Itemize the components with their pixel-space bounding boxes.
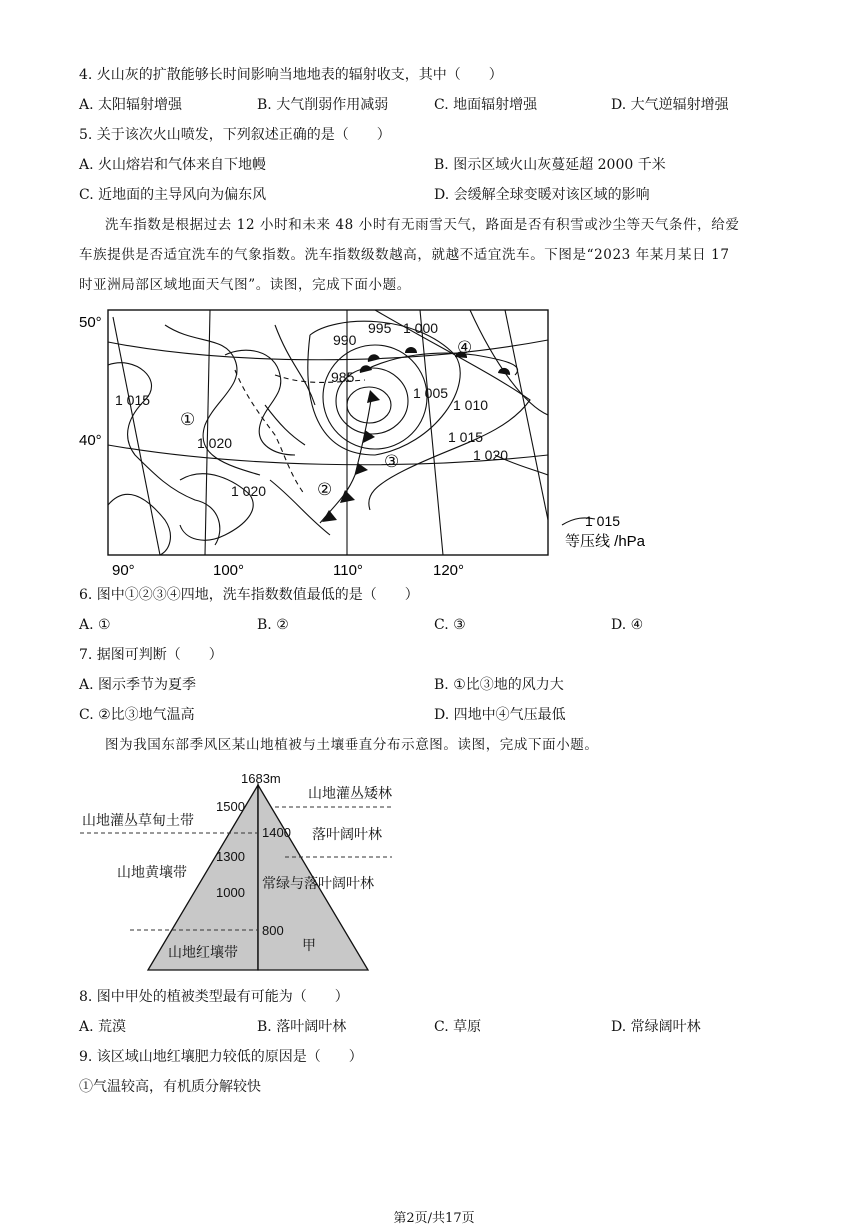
elevation-1000: 1000: [216, 885, 245, 900]
soil-red: 山地红壤带: [168, 944, 238, 960]
isobar-label: 1 020: [231, 483, 267, 499]
soil-yellow: 山地黄壤带: [117, 864, 187, 880]
lat-label-40: 40°: [79, 432, 102, 449]
q5-stem: 5. 关于该次火山喷发，下列叙述正确的是（ ）: [79, 127, 391, 143]
q5-option-a: A. 火山熔岩和气体来自下地幔: [79, 157, 267, 173]
elevation-1500: 1500: [216, 799, 245, 814]
point-3: ③: [384, 452, 400, 471]
isobar-label: 1 000: [403, 320, 439, 336]
q9-stem: 9. 该区域山地红壤肥力较低的原因是（ ）: [79, 1049, 363, 1065]
veg-mixed: 常绿与落叶阔叶林: [262, 875, 374, 891]
q4-option-d: D. 大气逆辐射增强: [611, 97, 729, 113]
point-2: ②: [317, 480, 333, 499]
passage1-line-2: 车族提供是否适宜洗车的气象指数。洗车指数级数越高，就越不适宜洗车。下图是“2023 年某月某日 17: [79, 247, 730, 263]
isobar-label: 1 005: [413, 385, 449, 401]
mountain-diagram: [80, 765, 420, 980]
q6-option-d: D. ④: [611, 617, 644, 633]
q7-option-c: C. ②比③地气温高: [79, 707, 195, 723]
elevation-1300: 1300: [216, 849, 245, 864]
q8-option-c: C. 草原: [434, 1019, 482, 1035]
point-1: ①: [180, 410, 196, 429]
veg-deciduous: 落叶阔叶林: [312, 826, 382, 842]
point-4: ④: [457, 338, 473, 357]
q4-option-c: C. 地面辐射增强: [434, 97, 538, 113]
lon-label-110: 110°: [333, 562, 363, 579]
passage1-line-1: 洗车指数是根据过去 12 小时和未来 48 小时有无雨雪天气，路面是否有积雪或沙尘等天气条件，给爱: [105, 217, 740, 233]
elevation-800: 800: [262, 923, 284, 938]
lon-label-100: 100°: [213, 562, 245, 579]
q6-option-c: C. ③: [434, 617, 466, 633]
isobar-label: 995: [368, 320, 392, 336]
weather-map: [75, 305, 675, 585]
lon-label-120: 120°: [433, 562, 465, 579]
q7-stem: 7. 据图可判断（ ）: [79, 647, 223, 663]
veg-jia: 甲: [302, 937, 316, 953]
legend-value: 1 015: [585, 513, 621, 529]
q8-option-d: D. 常绿阔叶林: [611, 1019, 701, 1035]
passage2: 图为我国东部季风区某山地植被与土壤垂直分布示意图。读图，完成下面小题。: [105, 737, 599, 753]
isobar-label: 985: [331, 369, 355, 385]
q4-option-b: B. 大气削弱作用减弱: [257, 97, 389, 113]
isobar-label: 990: [333, 332, 357, 348]
q6-stem: 6. 图中①②③④四地，洗车指数数值最低的是（ ）: [79, 587, 419, 603]
q9-statement-1: ①气温较高，有机质分解较快: [79, 1079, 261, 1095]
lon-label-90: 90°: [112, 562, 135, 579]
isobar-label: 1 010: [453, 397, 489, 413]
q8-stem: 8. 图中甲处的植被类型最有可能为（ ）: [79, 989, 349, 1005]
q4-stem: 4. 火山灰的扩散能够长时间影响当地地表的辐射收支，其中（ ）: [79, 67, 503, 83]
elevation-1400: 1400: [262, 825, 291, 840]
q7-option-a: A. 图示季节为夏季: [79, 677, 197, 693]
veg-shrub: 山地灌丛矮林: [308, 785, 392, 801]
q6-option-a: A. ①: [79, 617, 111, 633]
legend-label: 等压线 /hPa: [565, 533, 646, 550]
q4-option-a: A. 太阳辐射增强: [79, 97, 183, 113]
isobar-label: 1 020: [473, 447, 509, 463]
q8-option-b: B. 落叶阔叶林: [257, 1019, 347, 1035]
q7-option-b: B. ①比③地的风力大: [434, 677, 564, 693]
isobar-label: 1 015: [448, 429, 484, 445]
q6-option-b: B. ②: [257, 617, 289, 633]
isobar-label: 1 020: [197, 435, 233, 451]
q8-option-a: A. 荒漠: [79, 1019, 127, 1035]
q5-option-d: D. 会缓解全球变暖对该区域的影响: [434, 187, 650, 203]
isobar-label: 1 015: [115, 392, 151, 408]
q5-option-c: C. 近地面的主导风向为偏东风: [79, 187, 267, 203]
page-footer: 第2页/共17页: [393, 1211, 475, 1226]
passage1-line-3: 时亚洲局部区域地面天气图”。读图，完成下面小题。: [79, 277, 411, 293]
soil-meadow: 山地灌丛草甸土带: [82, 812, 194, 828]
q7-option-d: D. 四地中④气压最低: [434, 707, 566, 723]
q5-option-b: B. 图示区域火山灰蔓延超 2000 千米: [434, 157, 666, 173]
lat-label-50: 50°: [79, 314, 102, 331]
peak-label: 1683m: [241, 771, 281, 786]
